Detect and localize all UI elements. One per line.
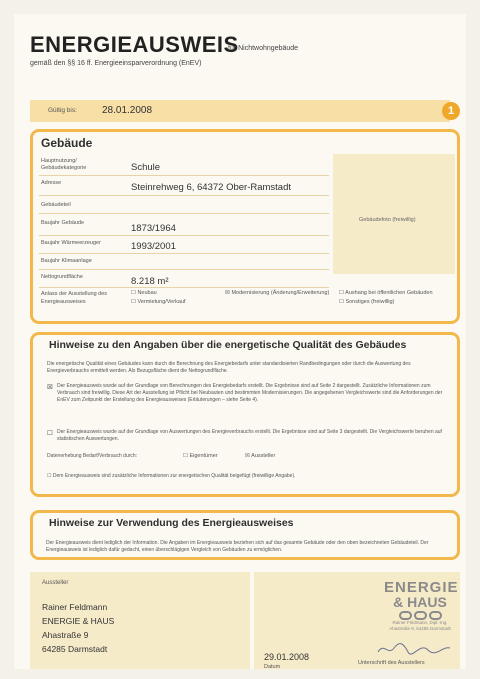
validity-label: Gültig bis:	[48, 107, 77, 114]
logo-line1: ENERGIE	[384, 579, 459, 596]
issuer-street: Ahastraße 9	[42, 630, 89, 640]
signature-icon	[374, 638, 454, 658]
option-modernisierung[interactable]: ☒ Modernisierung (Änderung/Erweiterung)	[225, 290, 330, 296]
document-subtitle: gemäß den §§ 16 ff. Energieeinsparverordnung (EnEV)	[30, 60, 202, 67]
issue-reason	[39, 288, 457, 318]
row-adresse	[39, 176, 329, 196]
option-aushang[interactable]: ☐ Aushang bei öffentlichen Gebäuden	[339, 290, 433, 296]
document-title: ENERGIEAUSWEIS	[30, 32, 239, 57]
row-gebaeudeteil	[39, 196, 329, 214]
signature-box	[254, 572, 460, 669]
row-label: Gebäudeteil	[41, 202, 71, 208]
building-section	[30, 129, 460, 324]
photo-label: Gebäudefoto (freiwillig)	[359, 217, 416, 223]
row-value: Steinrehweg 6, 64372 Ober-Ramstadt	[131, 182, 292, 193]
row-label: Hauptnutzung/ Gebäudekategorie	[41, 158, 87, 171]
issuer-name: Rainer Feldmann	[42, 602, 108, 612]
zusatzinfo-checkbox[interactable]: ☐ Dem Energieausweis sind zusätzliche Informationen zur energetischen Qualität beigefügt (freiwillige Angabe).	[47, 473, 296, 479]
validity-date: 28.01.2008	[102, 105, 153, 116]
eigentuemer-checkbox[interactable]: ☐ Eigentümer	[183, 453, 218, 459]
row-label: Nettogrundfläche	[41, 274, 83, 280]
row-label: Baujahr Klimaanlage	[41, 258, 92, 264]
row-label: Baujahr Wärmeerzeuger	[41, 240, 101, 246]
bedarf-text: Der Energieausweis wurde auf der Grundlage von Berechnungen des Energiebedarfs erstellt. Die Ergebnisse sind auf Seite 2 dargestellt. Zusätzliche Informationen zum Verbrauch sind freiwillig. Diese Art der Ausstellung ist Pflicht bei Neubauten und bestimmten Modernisierungen. Die angegebenen Vergleichswerte sind die Anforderungen der EnEV zum Zeitpunkt der Erstellung des Energieausweises (Erläuterungen – siehe Seite 4).	[57, 383, 443, 403]
option-vermietung[interactable]: ☐ Vermietung/Verkauf	[131, 299, 186, 305]
row-label: Baujahr Gebäude	[41, 220, 85, 226]
signature-date-label: Datum	[264, 664, 281, 670]
row-nutzung	[39, 154, 329, 176]
row-label: Adresse	[41, 180, 62, 186]
verbrauch-checkbox[interactable]: ☐	[47, 430, 53, 437]
issuer-box	[30, 572, 250, 669]
document-title-sub: für Nichtwohngebäude	[228, 45, 299, 52]
signature-date: 29.01.2008	[264, 652, 310, 662]
row-nettogrundflaeche	[39, 270, 329, 288]
issue-reason-label: Anlass der Ausstellung des Energieausweises	[41, 291, 108, 305]
page-number-badge: 1	[442, 102, 460, 120]
option-sonstiges[interactable]: ☐ Sonstiges (freiwillig)	[339, 299, 395, 305]
quality-notes-intro: Die energetische Qualität eines Gebäudes kann durch die Berechnung des Energiebedarfs unter standardisierten Randbedingungen oder durch die Auswertung des Energieverbrauchs ermittelt werden. Als Bezugsfläche dient die Nettogrundfläche.	[47, 361, 411, 374]
row-baujahr-gebaeude	[39, 214, 329, 236]
row-value: 1873/1964	[131, 223, 176, 234]
usage-notes-heading: Hinweise zur Verwendung des Energieausweises	[49, 517, 294, 529]
issuer-label: Aussteller	[42, 580, 69, 586]
building-photo-area	[333, 154, 455, 274]
verbrauch-text: Der Energieausweis wurde auf der Grundlage von Auswertungen des Energieverbrauchs erstellt. Die Ergebnisse sind auf Seite 3 dargestellt. Die Vergleichswerte beruhen auf statistischen Auswertungen.	[57, 429, 442, 442]
row-value: 8.218 m²	[131, 276, 169, 287]
energy-certificate-page	[14, 14, 466, 669]
row-baujahr-waermeerzeuger	[39, 236, 329, 254]
signature-label: Unterschrift des Ausstellers	[358, 660, 425, 666]
quality-notes-heading: Hinweise zu den Angaben über die energetische Qualität des Gebäudes	[49, 339, 407, 351]
option-neubau[interactable]: ☐ Neubau	[131, 290, 157, 296]
bedarf-checkbox[interactable]: ☒	[47, 384, 53, 391]
validity-bar	[30, 100, 455, 122]
datenerhebung-label: Datenerhebung Bedarf/Verbrauch durch:	[47, 453, 138, 459]
issuer-city: 64285 Darmstadt	[42, 644, 108, 654]
quality-notes-section	[30, 332, 460, 497]
issuer-company: ENERGIE & HAUS	[42, 616, 115, 626]
building-heading: Gebäude	[41, 136, 93, 150]
row-baujahr-klimaanlage	[39, 254, 329, 270]
logo-shapes-icon	[384, 611, 456, 620]
logo-line2: & HAUS	[393, 594, 447, 610]
row-value: 1993/2001	[131, 241, 176, 252]
row-value: Schule	[131, 162, 161, 173]
company-logo-stamp	[384, 579, 459, 632]
aussteller-checkbox[interactable]: ☒ Aussteller	[245, 453, 276, 459]
logo-small-text: Rainer Feldmann, Dipl.-Ing. Ahastraße 9, 64285 Darmstadt	[389, 620, 451, 631]
usage-notes-text: Der Energieausweis dient lediglich der Information. Die Angaben im Energieausweis beziehen sich auf das gesamte Gebäude oder den oben bezeichneten Gebäudeteil. Der Energieausweis ist lediglich dafür gedacht, einen überschlägigen Vergleich von Gebäuden zu ermöglichen.	[46, 540, 429, 553]
